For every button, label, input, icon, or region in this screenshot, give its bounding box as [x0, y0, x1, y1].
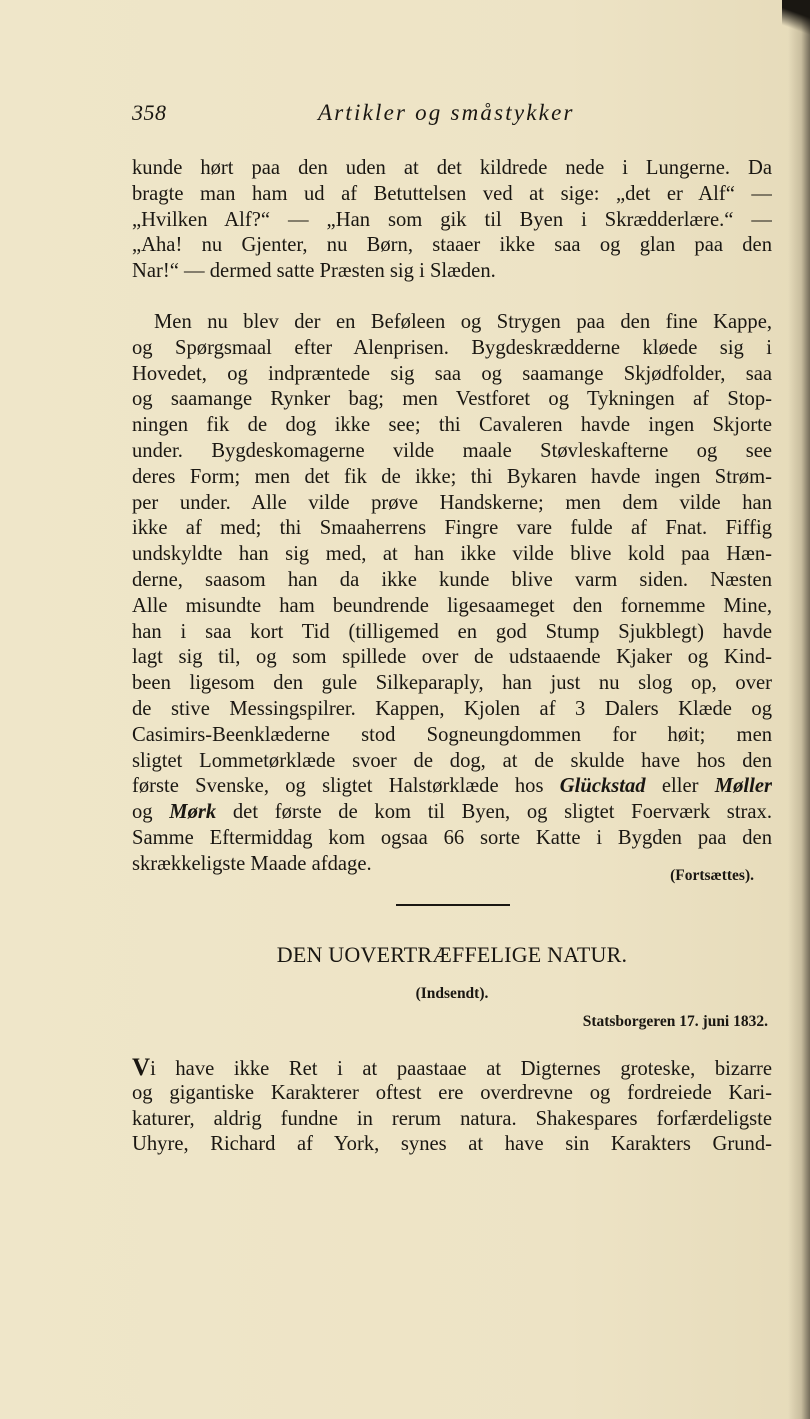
text-line: lagt sig til, og som spillede over de udstaaende Kjaker og Kind-: [132, 646, 772, 669]
text-line: og gigantiske Karakterer oftest ere overdrevne og fordreiede Kari-: [132, 1081, 772, 1104]
text-line: Casimirs-Beenklæderne stod Sogneungdommen for høit; men: [132, 723, 772, 746]
corner-mark: [782, 0, 810, 40]
italic-text: Glückstad: [559, 775, 646, 798]
text-run: eller: [645, 775, 715, 798]
text-line: Hovedet, og indpræntede sig saa og saamange Skjødfolder, saa: [132, 362, 772, 385]
text-line-mixed: [132, 774, 772, 800]
continued-note: (Fortsættes).: [670, 867, 754, 884]
italic-text: Møller: [714, 775, 772, 798]
paragraph-2: [132, 310, 772, 878]
drop-cap: V: [132, 1055, 151, 1081]
text-line: sligtet Lommetørklæde svoer de dog, at de skulde have hos den: [132, 749, 772, 772]
text-line: han i saa kort Tid (tilligemed en god Stump Sjukblegt) havde: [132, 620, 772, 643]
text-line: „Aha! nu Gjenter, nu Børn, staaer ikke saa og glan paa den: [132, 234, 772, 257]
text-line: under. Bygdeskomagerne vilde maale Støvleskafterne og see: [132, 439, 772, 462]
text-line: Alle misundte ham beundrende ligesaameget den fornemme Mine,: [132, 594, 772, 617]
text-line: ikke af med; thi Smaaherrens Fingre vare fulde af Fnat. Fiffig: [132, 517, 772, 540]
text-line: og saamange Rynker bag; men Vestforet og Tykningen af Stop-: [132, 388, 772, 411]
text-line-dropcap: [132, 1055, 772, 1081]
section-title: DEN UOVERTRÆFFELIGE NATUR.: [276, 942, 628, 967]
text-run: første Svenske, og sligtet Halstørklæde hos: [132, 775, 560, 798]
text-run: det første de kom til Byen, og sligtet Foerværk strax.: [216, 801, 772, 824]
submitted-note: (Indsendt).: [415, 985, 489, 1002]
page-number: 358: [132, 100, 167, 125]
text-line: undskyldte han sig med, at han ikke vilde blive kold paa Hæn-: [132, 543, 772, 566]
text-line: de stive Messingspilrer. Kappen, Kjolen af 3 Dalers Klæde og: [132, 697, 772, 720]
text-line: og Spørgsmaal efter Alenprisen. Bygdeskrædderne kløede sig i: [132, 336, 772, 359]
text-line: Nar!“ — dermed satte Præsten sig i Slæden.: [132, 260, 496, 283]
text-line: skrækkeligste Maade afdage.: [132, 852, 372, 875]
text-line: deres Form; men det fik de ikke; thi Bykaren havde ingen Strøm-: [132, 465, 772, 488]
page-edge-shadow: [788, 0, 810, 1419]
text-line-mixed: [132, 800, 772, 826]
text-line: bragte man ham ud af Betuttelsen ved at sige: „det er Alf“ —: [132, 182, 772, 205]
italic-text: Mørk: [169, 801, 217, 824]
text-run: og: [132, 801, 170, 824]
page-header: [132, 100, 772, 136]
text-line: Samme Eftermiddag kom ogsaa 66 sorte Katte i Bygden paa den: [132, 826, 772, 849]
text-line: derne, saasom han da ikke kunde blive varm siden. Næsten: [132, 568, 772, 591]
text-line: katurer, aldrig fundne in rerum natura. Shakespares forfærdeligste: [132, 1107, 772, 1130]
running-head: Artikler og småstykker: [318, 100, 575, 125]
source-citation: Statsborgeren 17. juni 1832.: [582, 1013, 768, 1030]
text-line: Men nu blev der en Beføleen og Strygen paa den fine Kappe,: [154, 311, 772, 333]
paragraph-3: [132, 1055, 772, 1158]
text-run: i have ikke Ret i at paastaae at Digternes groteske, bizarre: [150, 1058, 772, 1080]
text-line: „Hvilken Alf?“ — „Han som gik til Byen i Skrædderlære.“ —: [132, 208, 772, 231]
text-line: per under. Alle vilde prøve Handskerne; men dem vilde han: [132, 491, 772, 514]
section-divider: [396, 904, 510, 906]
text-line: Uhyre, Richard af York, synes at have sin Karakters Grund-: [132, 1133, 772, 1156]
paragraph-1: [132, 156, 772, 285]
text-line: ningen fik de dog ikke see; thi Cavaleren havde ingen Skjorte: [132, 414, 772, 437]
text-line: kunde hørt paa den uden at det kildrede nede i Lungerne. Da: [132, 157, 772, 179]
text-line: been ligesom den gule Silkeparaply, han just nu slog op, over: [132, 672, 772, 695]
